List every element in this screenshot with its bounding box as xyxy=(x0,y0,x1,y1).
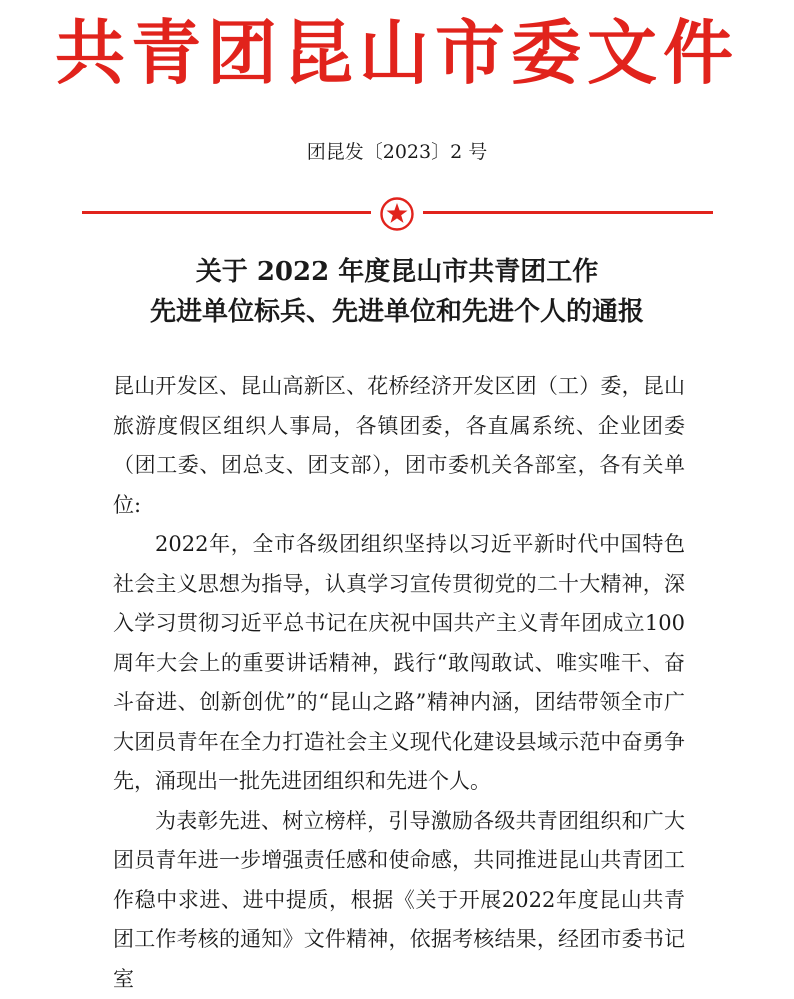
header-divider-left xyxy=(82,211,371,214)
body-paragraph-1: 2022年，全市各级团组织坚持以习近平新时代中国特色社会主义思想为指导，认真学习宣传贯彻党的二十大精神，深入学习贯彻习近平总书记在庆祝中国共产主义青年团成立100周年大会上的重要讲话精神，践行“敢闯敢试、唯实唯干、奋斗奋进、创新创优”的“昆山之路”精神内涵，团结带领全市广大团员青年在全力打造社会主义现代化建设县域示范中奋勇争先，涌现出一批先进团组织和先进个人。 xyxy=(113,525,685,802)
salutation: 昆山开发区、昆山高新区、花桥经济开发区团（工）委，昆山旅游度假区组织人事局，各镇团委，各直属系统、企业团委（团工委、团总支、团支部），团市委机关各部室，各有关单位: xyxy=(113,367,685,525)
document-title-line-2: 先进单位标兵、先进单位和先进个人的通报 xyxy=(0,292,794,332)
body-paragraph-2: 为表彰先进、树立榜样，引导激励各级共青团组织和广大团员青年进一步增强责任感和使命感，共同推进昆山共青团工作稳中求进、进中提质，根据《关于开展2022年度昆山共青团工作考核的通知》文件精神，依据考核结果，经团市委书记室 xyxy=(113,802,685,999)
red-star-icon xyxy=(380,197,414,231)
header-divider-right xyxy=(423,211,713,214)
document-title-line-1: 关于 2022 年度昆山市共青团工作 xyxy=(0,252,794,292)
document-number: 团昆发〔2023〕2 号 xyxy=(0,138,794,166)
document-body xyxy=(113,367,685,999)
document-masthead: 共青团昆山市委文件 xyxy=(0,10,794,96)
